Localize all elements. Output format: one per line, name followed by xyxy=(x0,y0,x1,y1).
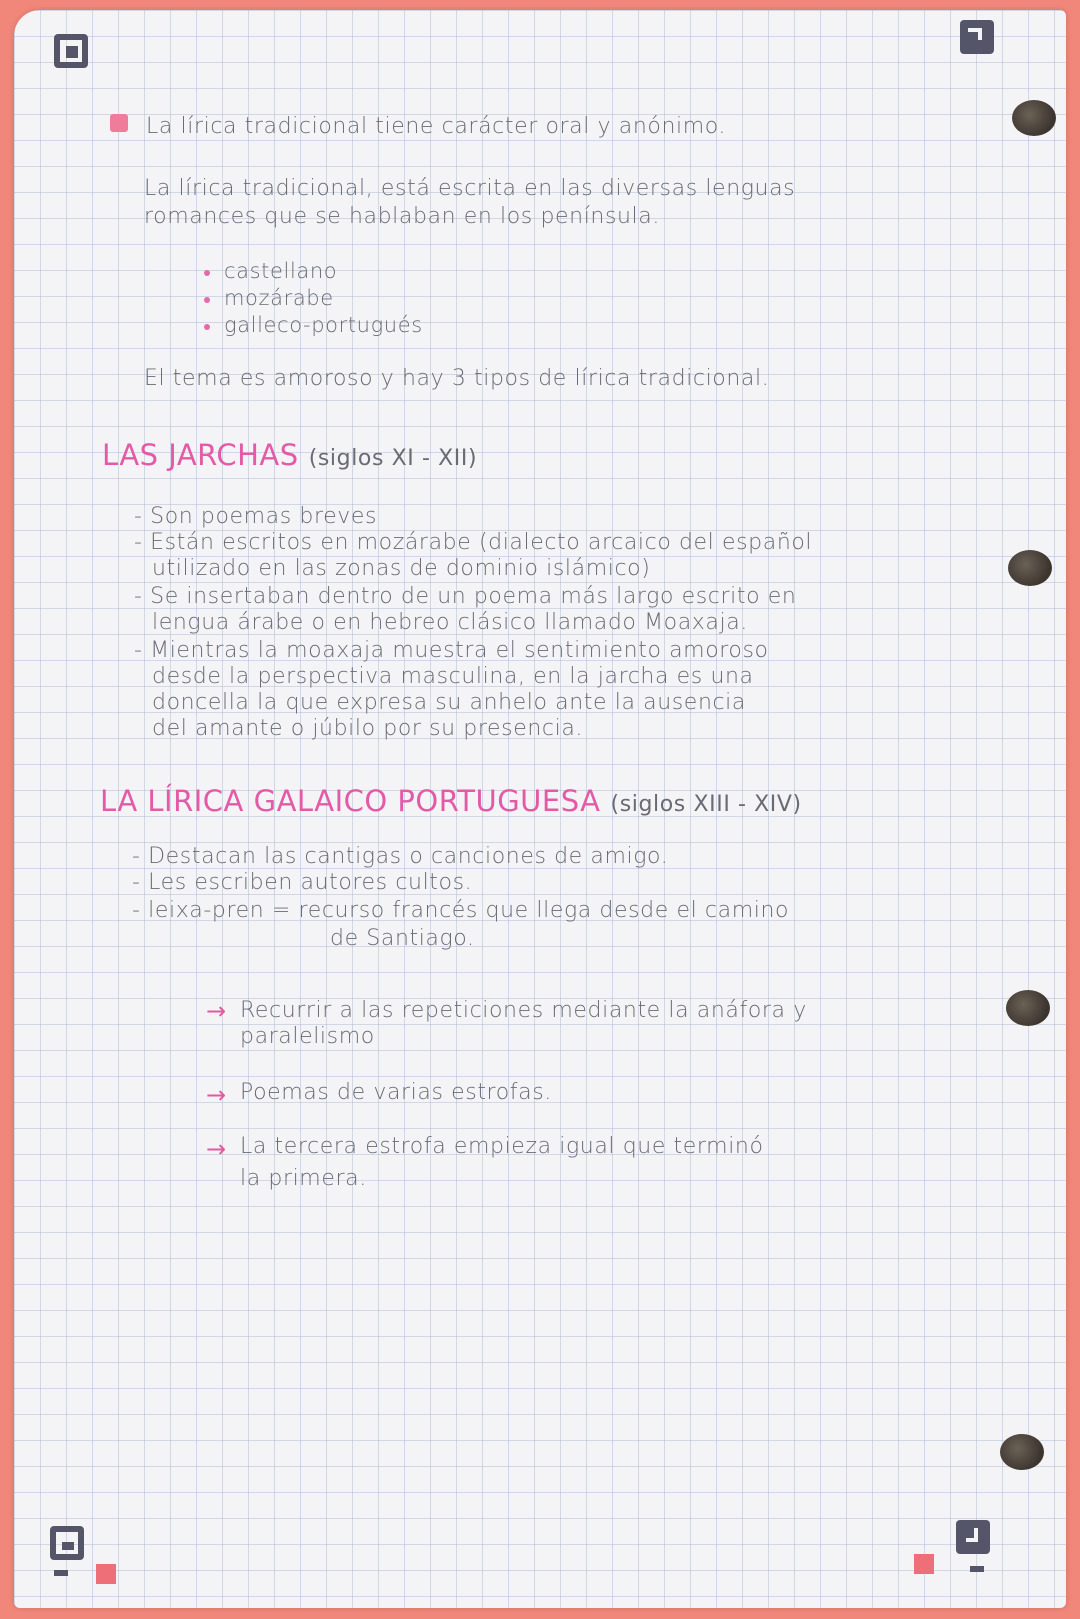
heading-title: LA LÍRICA GALAICO PORTUGUESA xyxy=(100,784,601,818)
page-marker-dash xyxy=(970,1566,984,1572)
intro-lead: La lírica tradicional tiene carácter oral y anónimo. xyxy=(146,114,726,139)
heading-title: LAS JARCHAS xyxy=(102,438,299,472)
list-item: castellano xyxy=(200,258,423,285)
arrow-note: la primera. xyxy=(240,1166,367,1191)
pink-square-icon xyxy=(914,1554,934,1574)
corner-marker-icon xyxy=(50,1526,84,1560)
galaico-line: - Destacan las cantigas o canciones de amigo. xyxy=(132,844,669,869)
corner-marker-icon xyxy=(54,34,88,68)
jarchas-line: utilizado en las zonas de dominio islámico) xyxy=(152,556,651,581)
jarchas-line: desde la perspectiva masculina, en la jarcha es una xyxy=(152,664,754,689)
arrow-note: paralelismo xyxy=(240,1024,375,1049)
galaico-line: - leixa-pren = recurso francés que llega desde el camino xyxy=(132,898,790,923)
binder-hole xyxy=(1000,1434,1044,1470)
jarchas-line: del amante o júbilo por su presencia. xyxy=(152,716,583,741)
jarchas-line: - Se insertaban dentro de un poema más largo escrito en xyxy=(134,584,797,609)
heading-period: (siglos XIII - XIV) xyxy=(610,792,802,817)
jarchas-line: lengua árabe o en hebreo clásico llamado Moaxaja. xyxy=(152,610,748,635)
arrow-right-icon: → xyxy=(206,1081,227,1109)
jarchas-line: - Mientras la moaxaja muestra el sentimiento amoroso xyxy=(134,638,769,663)
arrow-note: La tercera estrofa empieza igual que terminó xyxy=(240,1134,764,1159)
intro-theme: El tema es amoroso y hay 3 tipos de lírica tradicional. xyxy=(144,366,770,391)
arrow-right-icon: → xyxy=(206,997,227,1025)
notebook-page xyxy=(14,10,1066,1608)
intro-written-line-2: romances que se hablaban en los península. xyxy=(144,204,660,229)
arrow-note: Poemas de varias estrofas. xyxy=(240,1080,552,1105)
galaico-line: de Santiago. xyxy=(330,926,475,951)
arrow-right-icon: → xyxy=(206,1135,227,1163)
corner-marker-icon xyxy=(956,1520,990,1554)
heading-period: (siglos XI - XII) xyxy=(308,446,478,471)
jarchas-line: doncella la que expresa su anhelo ante la ausencia xyxy=(152,690,746,715)
galaico-line: - Les escriben autores cultos. xyxy=(132,870,473,895)
binder-hole xyxy=(1006,990,1050,1026)
section-heading-jarchas xyxy=(102,438,477,472)
corner-marker-icon xyxy=(960,20,994,54)
binder-hole xyxy=(1012,100,1056,136)
intro-written-line-1: La lírica tradicional, está escrita en las diversas lenguas xyxy=(144,176,796,201)
list-item: galleco-portugués xyxy=(200,312,423,339)
pink-bullet-icon xyxy=(110,114,128,132)
language-list xyxy=(200,258,423,339)
section-heading-galaico xyxy=(100,784,802,818)
binder-hole xyxy=(1008,550,1052,586)
page-marker-dash xyxy=(54,1570,68,1576)
jarchas-line: - Están escritos en mozárabe (dialecto arcaico del español xyxy=(134,530,813,555)
jarchas-line: - Son poemas breves xyxy=(134,504,378,529)
list-item: mozárabe xyxy=(200,285,423,312)
arrow-note: Recurrir a las repeticiones mediante la anáfora y xyxy=(240,998,807,1023)
pink-square-icon xyxy=(96,1564,116,1584)
